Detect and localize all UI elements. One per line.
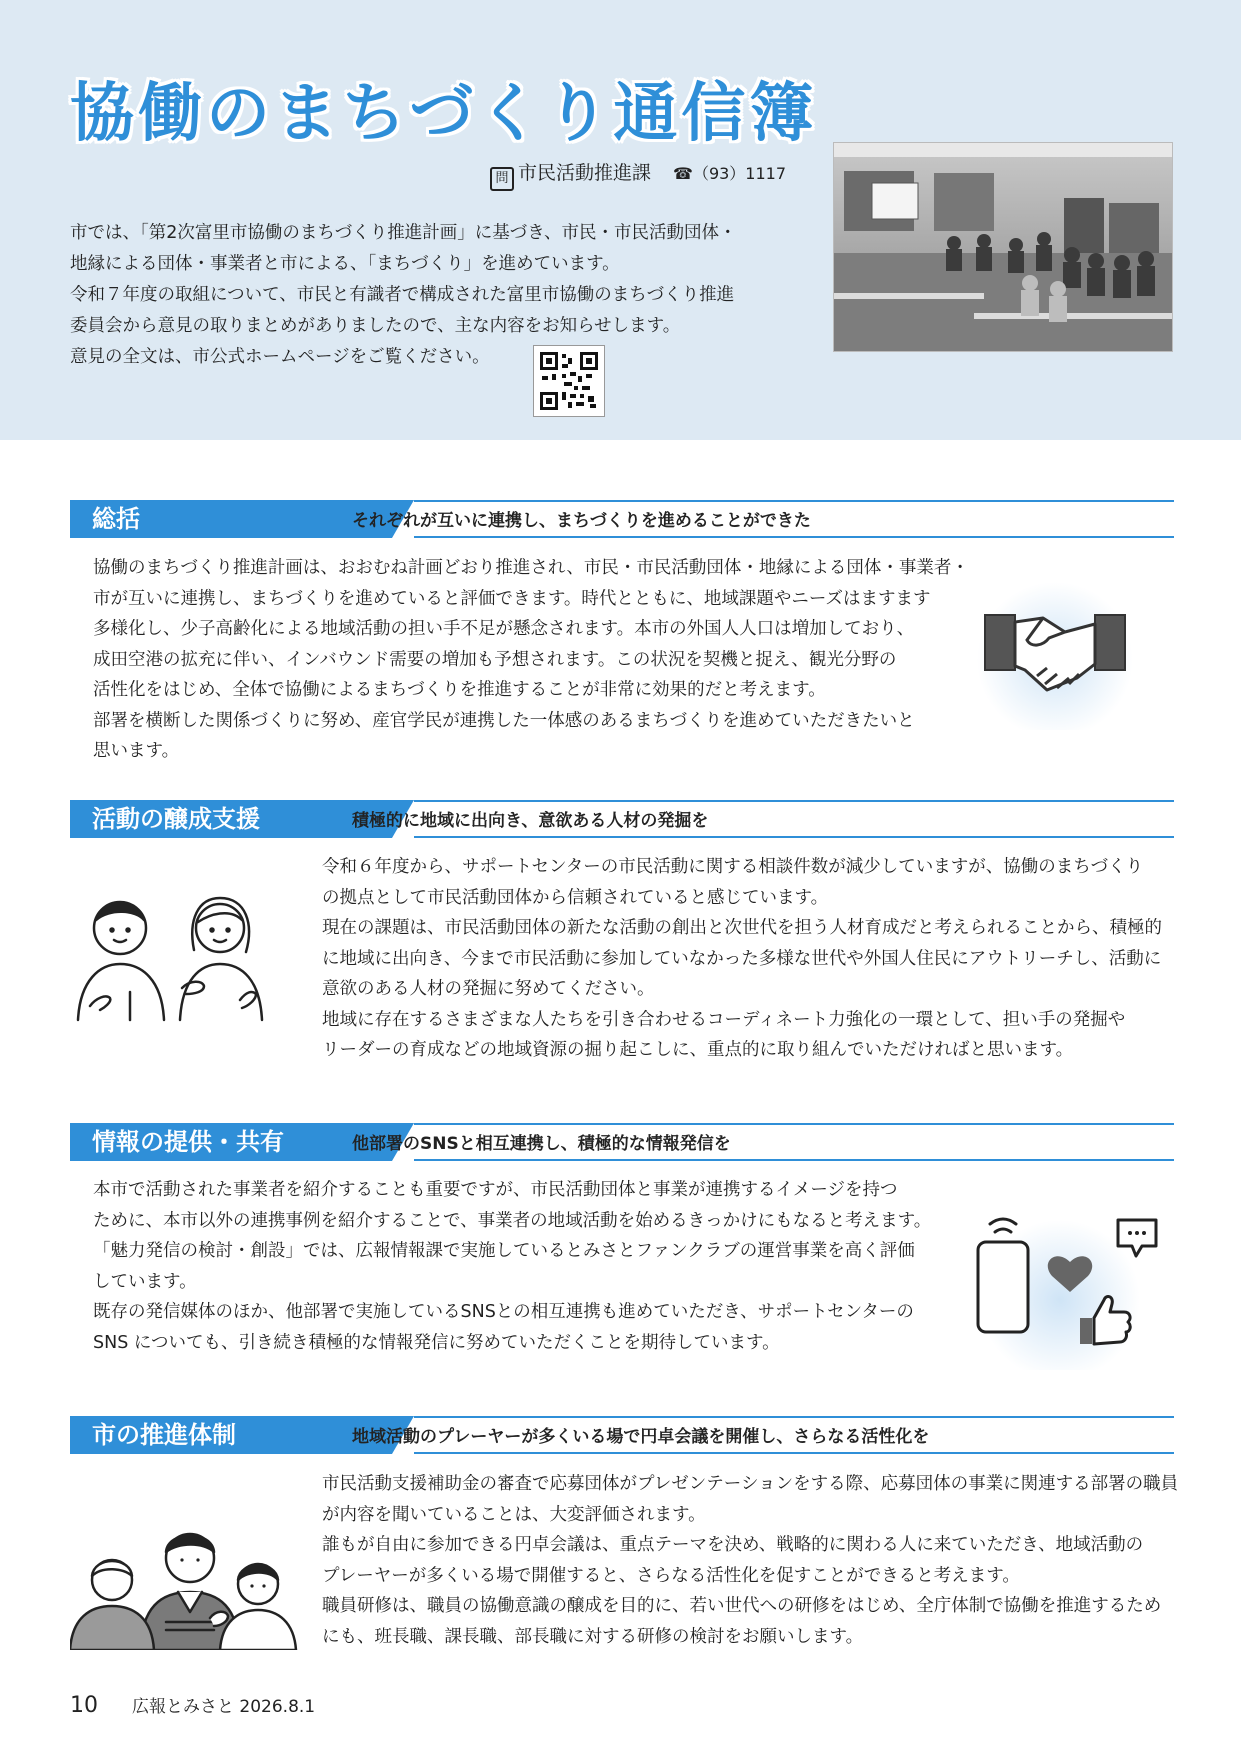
department-name: 市民活動推進課 xyxy=(518,162,652,184)
intro-line: 意見の全文は、市公式ホームページをご覧ください。 xyxy=(70,347,490,367)
section-header-activity-support xyxy=(70,800,1174,838)
contact-info xyxy=(490,158,786,191)
section-label: 情報の提供・共有 xyxy=(70,1123,392,1161)
body-line: 意欲のある人材の発掘に努めてください。 xyxy=(322,979,655,999)
body-line: 現在の課題は、市民活動団体の新たな活動の創出と次世代を担う人材育成だと考えられることから、積極的 xyxy=(322,918,1162,938)
section-label: 総括 xyxy=(70,500,392,538)
header-rule xyxy=(414,836,1174,838)
intro-line: 市では、「第2次富里市協働のまちづくり推進計画」に基づき、市民・市民活動団体・ xyxy=(70,223,737,243)
body-line: プレーヤーが多くいる場で開催すると、さらなる活性化を促すことができると考えます。 xyxy=(322,1565,1020,1586)
intro-line: 令和７年度の取組について、市民と有識者で構成された富里市協働のまちづくり推進 xyxy=(70,285,735,305)
body-line: の拠点として市民活動団体から信頼されていると感じています。 xyxy=(322,887,829,908)
section-subtitle: 地域活動のプレーヤーが多くいる場で円卓会議を開催し、さらなる活性化を xyxy=(352,1427,930,1447)
qr-code[interactable] xyxy=(533,345,605,417)
header-rule xyxy=(414,1123,1174,1125)
header-rule xyxy=(414,1159,1174,1161)
section-header-promotion-system xyxy=(70,1416,1174,1454)
section-subtitle: 他部署のSNSと相互連携し、積極的な情報発信を xyxy=(352,1134,731,1154)
body-line: リーダーの育成などの地域資源の掘り起こしに、重点的に取り組んでいただければと思います。 xyxy=(322,1040,1074,1060)
section-subtitle: それぞれが互いに連携し、まちづくりを進めることができた xyxy=(352,511,811,531)
body-line: 成田空港の拡充に伴い、インバウンド需要の増加も予想されます。この状況を契機と捉え、観光分野の xyxy=(93,649,897,670)
body-line: 活性化をはじめ、全体で協働によるまちづくりを推進することが非常に効果的だと考えます。 xyxy=(93,680,826,700)
body-line: 既存の発信媒体のほか、他部署で実施しているSNSとの相互連携も進めていただき、サポートセンターの xyxy=(93,1302,914,1322)
page-number: 10 xyxy=(70,1693,98,1718)
body-line: 職員研修は、職員の協働意識の醸成を目的に、若い世代への研修をはじめ、全庁体制で協働を推進するため xyxy=(322,1596,1162,1616)
header-rule xyxy=(414,800,1174,802)
page-title: 協働のまちづくり通信簿 xyxy=(70,77,818,151)
section-label: 市の推進体制 xyxy=(70,1416,392,1454)
body-line: に地域に出向き、今まで市民活動に参加していなかった多様な世代や外国人住民にアウトリーチし、活動に xyxy=(322,948,1162,969)
section-subtitle: 積極的に地域に出向き、意欲ある人材の発掘を xyxy=(352,811,709,831)
intro-line: 委員会から意見の取りまとめがありましたので、主な内容をお知らせします。 xyxy=(70,316,681,336)
body-line: 本市で活動された事業者を紹介することも重要ですが、市民活動団体と事業が連携するイメージを持つ xyxy=(93,1180,898,1200)
phone-number: ☎（93）1117 xyxy=(673,164,787,183)
inquiry-mark: 問 xyxy=(490,167,514,191)
body-line: 誰もが自由に参加できる円卓会議は、重点テーマを決め、戦略的に関わる人に来ていただき、地域活動の xyxy=(322,1535,1144,1555)
meeting-photo xyxy=(833,142,1173,352)
intro-text xyxy=(70,218,815,373)
body-line: 協働のまちづくり推進計画は、おおむね計画どおり推進され、市民・市民活動団体・地縁による団体・事業者・ xyxy=(93,558,969,578)
body-line: 多様化し、少子高齢化による地域活動の担い手不足が懸念されます。本市の外国人人口は増加しており、 xyxy=(93,619,915,639)
three-people-icon xyxy=(70,1480,300,1654)
smartphone-sns-icon xyxy=(960,1200,1160,1374)
header-rule xyxy=(414,536,1174,538)
header-rule xyxy=(414,1452,1174,1454)
body-line: SNS についても、引き続き積極的な情報発信に努めていただくことを期待しています。 xyxy=(93,1332,780,1353)
body-line: ために、本市以外の連携事例を紹介することで、事業者の地域活動を始めるきっかけにもなると考えます。 xyxy=(93,1210,932,1231)
body-line: 「魅力発信の検討・創設」では、広報情報課で実施しているとみさとファンクラブの運営事業を高く評価 xyxy=(93,1241,915,1261)
body-line: しています。 xyxy=(93,1271,197,1292)
two-people-talking-icon xyxy=(70,880,280,1034)
section-body-information xyxy=(93,1175,931,1358)
body-line: 市が互いに連携し、まちづくりを進めていると評価できます。時代とともに、地域課題やニーズはますます xyxy=(93,588,931,609)
header-rule xyxy=(414,500,1174,502)
section-label: 活動の醸成支援 xyxy=(70,800,392,838)
section-header-information xyxy=(70,1123,1174,1161)
body-line: 部署を横断した関係づくりに努め、産官学民が連携した一体感のあるまちづくりを進めていただきたいと xyxy=(93,710,915,731)
handshake-icon xyxy=(965,560,1145,734)
body-line: にも、班長職、課長職、部長職に対する研修の検討をお願いします。 xyxy=(322,1626,864,1647)
section-body-summary xyxy=(93,553,969,767)
body-line: 思います。 xyxy=(93,741,180,761)
body-line: が内容を聞いていることは、大変評価されます。 xyxy=(322,1504,706,1525)
header-rule xyxy=(414,1416,1174,1418)
section-header-summary xyxy=(70,500,1174,538)
section-body-promotion-system xyxy=(322,1469,1178,1652)
body-line: 令和６年度から、サポートセンターの市民活動に関する相談件数が減少していますが、協働のまちづくり xyxy=(322,857,1144,877)
page-footer xyxy=(70,1692,315,1718)
body-line: 地域に存在するさまざまな人たちを引き合わせるコーディネート力強化の一環として、担い手の発掘や xyxy=(322,1009,1126,1030)
body-line: 市民活動支援補助金の審査で応募団体がプレゼンテーションをする際、応募団体の事業に関連する部署の職員 xyxy=(322,1474,1179,1494)
intro-line: 地縁による団体・事業者と市による、「まちづくり」を進めています。 xyxy=(70,254,620,274)
magazine-name-date: 広報とみさと 2026.8.1 xyxy=(132,1697,316,1717)
section-body-activity-support xyxy=(322,852,1162,1066)
